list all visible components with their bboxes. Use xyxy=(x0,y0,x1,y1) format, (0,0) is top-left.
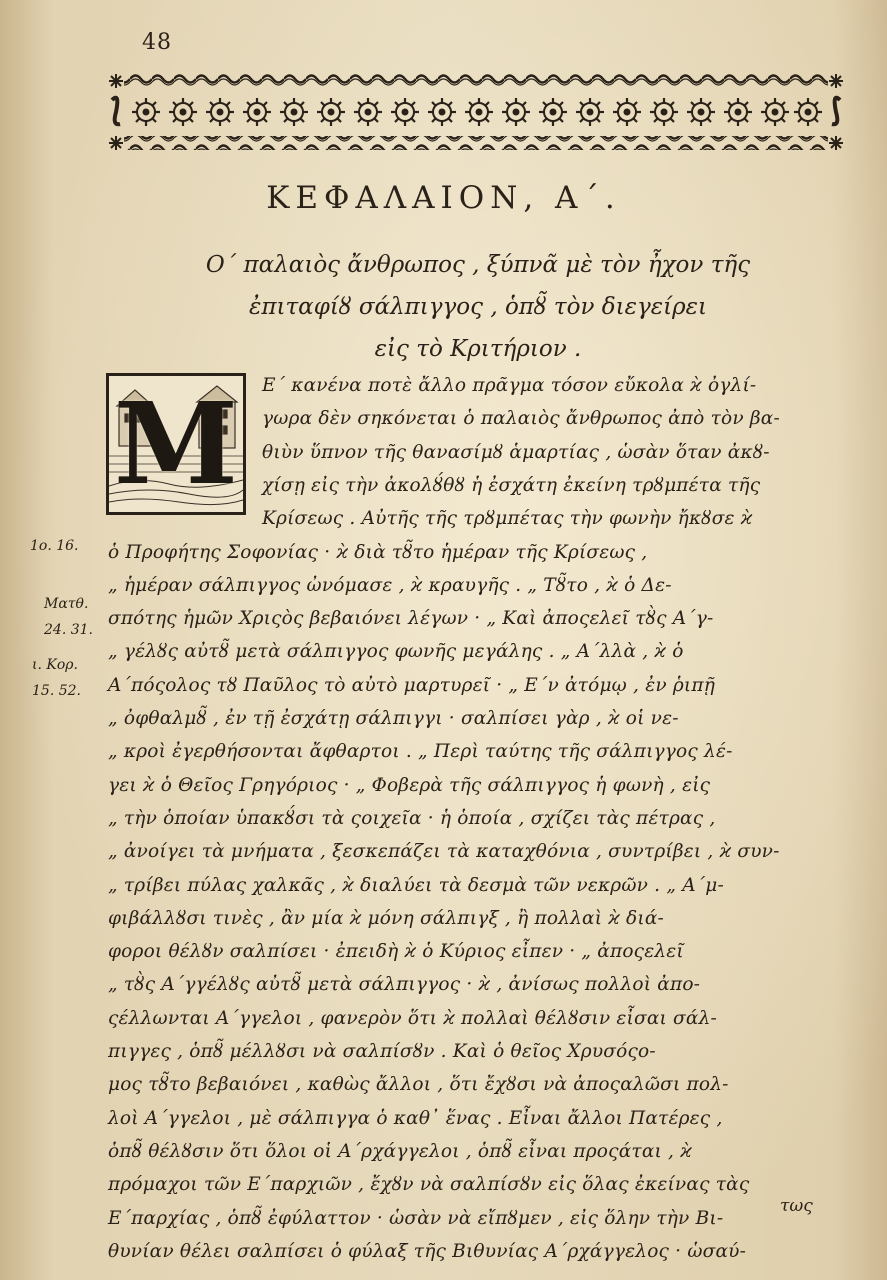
margin-note: 15. 52. xyxy=(32,683,81,699)
body-line: σπότης ἡμῶν Χριςὸς βεβαιόνει λέγων · „ Καὶ ἀποςελεῖ τȣ̀ς Α΄γ- xyxy=(108,608,714,630)
body-line: φιβάλλȣσι τινὲς , ἂν μία ϰ̀ μόνη σάλπιγξ , ἢ πολλαὶ ϰ̀ διά- xyxy=(108,907,664,929)
body-line: ὁ Προφήτης Σοφονίας · ϰ̀ διὰ τȣ̃το ἡμέραν τῆς Κρίσεως , xyxy=(108,541,648,563)
body-line: „ τὴν ὁποίαν ὑπακȣ́σι τὰ ςοιχεῖα · ἡ ὁποία , σχίζει τὰς πέτρας , xyxy=(108,807,716,829)
body-line: φοροι θέλȣν σαλπίσει · ἐπειδὴ ϰ̀ ὁ Κύριος εἶπεν · „ ἀποςελεῖ xyxy=(108,941,684,963)
subtitle-line: Ο΄ παλαιὸς ἄνθρωπος , ξύπνᾶ μὲ τὸν ἦχον τῆς xyxy=(205,252,751,278)
body-line: „ ὀφθαλμȣ̃ , ἐν τῇ ἐσχάτῃ σάλπιγγι · σαλπίσει γὰρ , ϰ̀ οἱ νε- xyxy=(108,708,679,729)
body-line: Ε΄ κανένα ποτὲ ἄλλο πρᾶγμα τόσον εὔκολα ϰ̀ ὀγλί- xyxy=(262,375,757,396)
body-line: Α΄πόςολος τȣ Παῦλος τὸ αὐτὸ μαρτυρεῖ · „ Ε΄ν ἀτόμῳ , ἐν ῥιπῇ xyxy=(108,674,716,696)
chapter-subtitle xyxy=(108,244,848,370)
body-line: „ ἀνοίγει τὰ μνήματα , ξεσκεπάζει τὰ καταχθόνια , συντρίβει , ϰ̀ συν- xyxy=(108,841,780,863)
body-line: γωρα δὲν σηκόνεται ὁ παλαιὸς ἄνθρωπος ἀπὸ τὸν βα- xyxy=(262,408,780,430)
page-number: 48 xyxy=(142,30,172,55)
body-line: λοὶ Α΄γγελοι , μὲ σάλπιγγα ὁ καθ᾽ ἕνας . Εἶναι ἄλλοι Πατέρες , xyxy=(108,1107,723,1129)
body-line: ὁπȣ̃ θέλȣσιν ὅτι ὅλοι οἱ Α΄ρχάγγελοι , ὁπȣ̃ εἶναι προςάται , ϰ̀ xyxy=(108,1140,692,1162)
margin-note: 1ο. 16. xyxy=(30,538,79,554)
chapter-title: ΚΕΦΑΛΑΙΟΝ, Α΄. xyxy=(266,180,621,216)
margin-note: 24. 31. xyxy=(44,622,93,638)
body-line: θυνίαν θέλει σαλπίσει ὁ φύλαξ τῆς Βιθυνίας Α΄ρχάγγελος · ὡσαύ- xyxy=(108,1240,747,1262)
body-line: χίσῃ εἰς τὴν ἀκολȣ́θȣ ἡ ἐσχάτη ἐκείνη τρȣμπέτα τῆς xyxy=(262,474,761,496)
subtitle-line: εἰς τὸ Κριτήριον . xyxy=(374,336,582,362)
margin-note: ι. Κορ. xyxy=(32,657,78,673)
body-line: θιὺν ὕπνον τῆς θανασίμȣ ἁμαρτίας , ὡσὰν ὅταν ἀκȣ- xyxy=(262,441,770,463)
body-line: μος τȣ̃το βεβαιόνει , καθὼς ἄλλοι , ὅτι ἔχȣσι νὰ ἀποςαλῶσι πολ- xyxy=(108,1074,729,1096)
body-line: „ τȣ̀ς Α΄γγέλȣς αὐτȣ̃ μετὰ σάλπιγγος · ϰ̀ , ἀνίσως πολλοὶ ἀπο- xyxy=(108,974,701,996)
subtitle-line: ἐπιταφίȣ σάλπιγγος , ὁπȣ̃ τὸν διεγείρει xyxy=(248,294,707,320)
body-line: „ γέλȣς αὐτȣ̃ μετὰ σάλπιγγος φωνῆς μεγάλης . „ Α΄λλὰ , ϰ̀ ὁ xyxy=(108,641,684,663)
margin-note: Ματθ. xyxy=(44,596,89,612)
ornament-band xyxy=(108,72,844,158)
dropcap-letter: M xyxy=(114,379,238,510)
dropcap-woodcut xyxy=(106,373,246,515)
body-line: πιγγες , ὁπȣ̃ μέλλȣσι νὰ σαλπίσȣν . Καὶ ὁ θεῖος Χρυσόςο- xyxy=(108,1041,656,1062)
body-line: γει ϰ̀ ὁ Θεῖος Γρηγόριος · „ Φοβερὰ τῆς σάλπιγγος ἡ φωνὴ , εἰς xyxy=(108,774,711,796)
body-line: πρόμαχοι τῶν Ε΄παρχιῶν , ἔχȣν νὰ σαλπίσȣν εἰς ὅλας ἐκείνας τὰς xyxy=(108,1174,750,1196)
body-line: Ε΄παρχίας , ὁπȣ̃ ἐφύλαττον · ὡσὰν νὰ εἴπȣμεν , εἰς ὅλην τὴν Βι- xyxy=(108,1207,724,1229)
body-line: „ τρίβει πύλας χαλκᾶς , ϰ̀ διαλύει τὰ δεσμὰ τῶν νεκρῶν . „ Α΄μ- xyxy=(108,874,724,896)
body-line: „ ἡμέραν σάλπιγγος ὠνόμασε , ϰ̀ κραυγῆς . „ Τȣ̃το , ϰ̀ ὁ Δε- xyxy=(108,574,672,596)
body-line: ςέλλωνται Α΄γγελοι , φανερὸν ὅτι ϰ̀ πολλαὶ θέλȣσιν εἶσαι σάλ- xyxy=(108,1007,717,1029)
body-line: „ κροὶ ἐγερθήσονται ἄφθαρτοι . „ Περὶ ταύτης τῆς σάλπιγγος λέ- xyxy=(108,741,733,763)
body-line: Κρίσεως . Αὐτῆς τῆς τρȣμπέτας τὴν φωνὴν ἤκȣσε ϰ̀ xyxy=(262,508,753,530)
catchword: τως xyxy=(780,1196,813,1216)
